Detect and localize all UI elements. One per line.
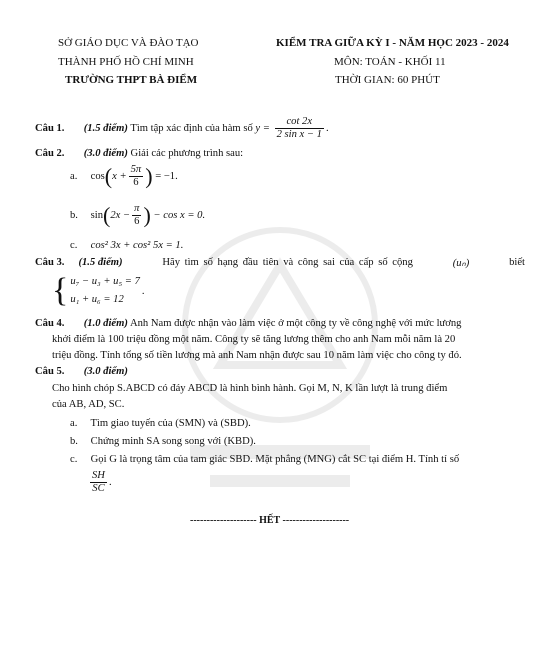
- question-4: [35, 318, 461, 329]
- q4-line1: Anh Nam được nhận vào làm việc ở một công ty về công nghệ với mức lương: [129, 318, 462, 329]
- q5-part-b: [70, 436, 256, 447]
- q2-text: Giải các phương trình sau:: [130, 148, 244, 159]
- q2-part-b: b. sin(2x − $\frac{\pi}{6}$ ) − cos x = 0.: [70, 202, 206, 228]
- q2-c-expr: cos² 3x + cos² 5x = 1.: [90, 240, 184, 251]
- question-2: [35, 148, 243, 159]
- system-brace: {: [52, 272, 69, 309]
- q1-denominator: 2 sin x − 1: [276, 129, 322, 140]
- question-5: [35, 366, 128, 377]
- q5-part-c: [70, 454, 459, 465]
- q2-b-label: b.: [70, 209, 78, 221]
- q5-c-text: Gọi G là trọng tâm của tam giác SBD. Mặt phẳng (MNG) cắt SC tại điểm H. Tính tỉ số: [90, 454, 460, 465]
- q2-part-c: [70, 240, 183, 251]
- q5-b-text: Chứng minh SA song song với (KBD).: [90, 436, 256, 447]
- q2-b-inner: 2x −: [110, 209, 131, 221]
- q5-line2: của AB, AD, SC.: [52, 399, 125, 410]
- q3-label: Câu 3.: [35, 257, 65, 268]
- q5-b-label: b.: [70, 436, 78, 447]
- q5-a-text: Tìm giao tuyến của (SMN) và (SBD).: [90, 418, 251, 429]
- q2-a-label: a.: [70, 170, 78, 182]
- q2-a-pre: cos: [90, 170, 105, 182]
- q2-b-pre: sin: [90, 209, 104, 221]
- header-right-line2: MÔN: TOÁN - KHỐI 11: [334, 56, 446, 68]
- q5-part-a: [70, 418, 251, 429]
- q2-c-label: c.: [70, 240, 78, 251]
- end-marker: -------------------- HẾT --------------------: [190, 515, 350, 526]
- q2-a-denominator: 6: [133, 177, 139, 188]
- question-1: [35, 116, 329, 141]
- q2-a-inner: x +: [112, 170, 127, 182]
- q2-points: (3.0 điểm): [83, 148, 128, 159]
- q5-c-end: .: [108, 476, 112, 488]
- q5-points: (3.0 điểm): [83, 366, 128, 377]
- q2-b-denominator: 6: [134, 216, 140, 227]
- q5-c-denominator: SC: [92, 483, 105, 494]
- q3-equation-2: u₁ + u₆ = 12: [70, 294, 124, 305]
- q3-end: biết: [509, 257, 525, 268]
- q4-label: Câu 4.: [35, 318, 65, 329]
- q4-line2: khởi điểm là 100 triệu đồng một năm. Công ty sẽ tăng lương thêm cho anh Nam mỗi năm là 20: [52, 334, 456, 345]
- q5-c-numerator: SH: [92, 470, 105, 481]
- header-left-line1: SỞ GIÁO DỤC VÀ ĐÀO TẠO: [58, 37, 199, 49]
- q3-sequence: (uₙ): [452, 258, 470, 269]
- q3-points: (1.5 điểm): [78, 257, 123, 268]
- header-right-line1: KIỂM TRA GIỮA KỲ I - NĂM HỌC 2023 - 2024: [276, 37, 509, 49]
- q5-line1: Cho hình chóp S.ABCD có đáy ABCD là hình bình hành. Gọi M, N, K lần lượt là trung điểm: [52, 383, 448, 394]
- q5-c-label: c.: [70, 454, 78, 465]
- q1-numerator: cot 2x: [275, 116, 324, 129]
- q1-label: Câu 1.: [35, 122, 65, 134]
- q1-lhs: y =: [255, 122, 270, 134]
- q1-fraction: [275, 116, 324, 141]
- q4-line3: triệu đồng. Tính tổng số tiền lương mà anh Nam nhận được sau 10 năm làm việc cho công ty đó.: [52, 350, 462, 361]
- header-right-line3: THỜI GIAN: 60 PHÚT: [335, 74, 440, 86]
- header-left-line2: THÀNH PHỐ HỒ CHÍ MINH: [58, 56, 194, 68]
- q5-label: Câu 5.: [35, 366, 65, 377]
- q3-text: Hãy tìm số hạng đầu tiên và công sai của cấp số cộng: [162, 257, 413, 268]
- q3-dot: .: [141, 285, 145, 297]
- q2-part-a: a. cos(x + $\frac{5\pi}{6}$ ) = −1.: [70, 163, 178, 189]
- q1-end: .: [325, 122, 329, 134]
- q5-c-ratio: [88, 470, 112, 495]
- header-left-line3: TRƯỜNG THPT BÀ ĐIỂM: [65, 74, 198, 86]
- q2-b-rhs: − cos x = 0.: [153, 209, 206, 221]
- q2-a-numerator: 5π: [130, 164, 142, 175]
- q5-a-label: a.: [70, 418, 78, 429]
- q2-label: Câu 2.: [35, 148, 65, 159]
- q2-b-numerator: π: [134, 203, 140, 214]
- q1-text: Tìm tập xác định của hàm số: [130, 122, 253, 134]
- q3-equation-1: u₇ − u₃ + u₅ = 7: [70, 276, 140, 287]
- q4-points: (1.0 điểm): [83, 318, 128, 329]
- q3-system: [52, 273, 145, 309]
- q2-a-rhs: = −1.: [155, 170, 178, 182]
- question-3: [35, 257, 525, 269]
- q1-points: (1.5 điểm): [83, 122, 128, 134]
